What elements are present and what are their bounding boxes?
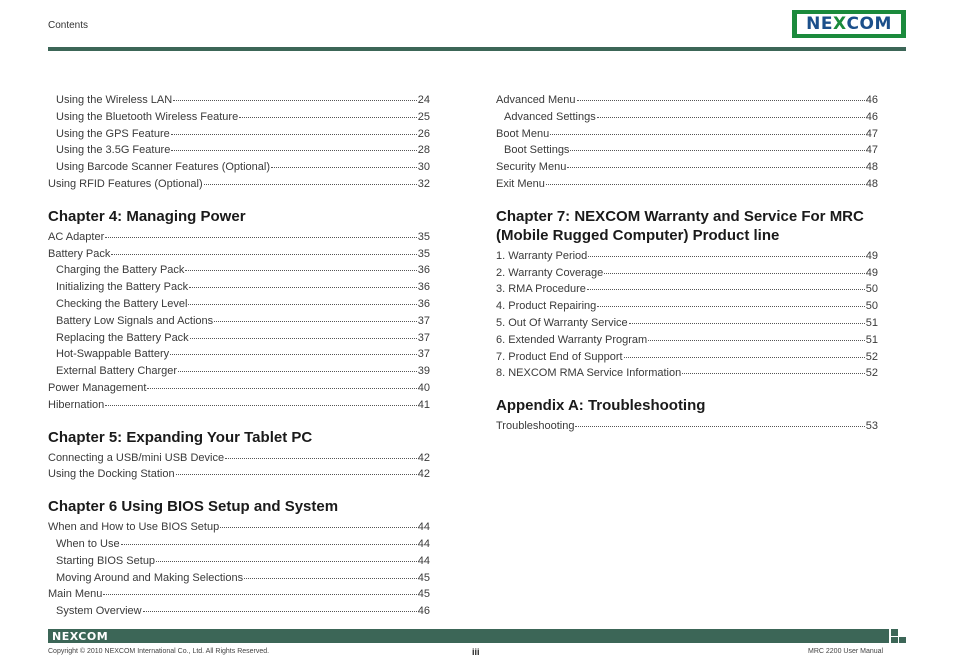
toc-entry-page: 44: [417, 554, 430, 567]
toc-entry-page: 51: [865, 333, 878, 346]
toc-entry-label: 4. Product Repairing: [496, 300, 597, 313]
toc-group: [496, 248, 878, 382]
toc-entry-page: 51: [865, 316, 878, 329]
dot-leader: [597, 107, 865, 118]
toc-entry-page: 26: [417, 127, 430, 140]
toc-entry-page: 35: [417, 247, 430, 260]
toc-entry-label: Battery Pack: [48, 247, 111, 260]
toc-entry[interactable]: [496, 176, 878, 193]
dot-leader: [103, 584, 416, 595]
toc-entry-page: 49: [865, 266, 878, 279]
chapter-heading[interactable]: Appendix A: Troubleshooting: [496, 397, 706, 415]
toc-entry-page: 37: [417, 314, 430, 327]
dot-leader: [587, 279, 865, 290]
footer-logo: NEXCOM: [52, 630, 109, 643]
toc-entry-page: 46: [865, 110, 878, 123]
toc-entry-label: 1. Warranty Period: [496, 249, 588, 262]
toc-entry-page: 47: [865, 127, 878, 140]
toc-entry-page: 46: [417, 605, 430, 618]
page-number: iii: [472, 647, 480, 657]
toc-entry-page: 49: [865, 249, 878, 262]
toc-entry-label: Checking the Battery Level: [56, 297, 188, 310]
toc-entry-page: 50: [865, 283, 878, 296]
toc-entry-label: 2. Warranty Coverage: [496, 266, 604, 279]
dot-leader: [546, 174, 865, 185]
dot-leader: [111, 244, 416, 255]
dot-leader: [214, 311, 417, 322]
toc-entry-label: 3. RMA Procedure: [496, 283, 586, 296]
dot-leader: [597, 296, 864, 307]
chapter-heading[interactable]: Chapter 5: Expanding Your Tablet PC: [48, 428, 313, 446]
toc-entry-page: 25: [417, 110, 430, 123]
toc-entry-page: 46: [865, 94, 878, 106]
toc-entry[interactable]: [48, 466, 430, 483]
dot-leader: [190, 328, 417, 339]
toc-left-column: [48, 92, 430, 620]
toc-right-column: [496, 92, 878, 435]
toc-entry-page: 37: [417, 348, 430, 361]
footer-decoration: [899, 637, 906, 643]
toc-entry-label: Troubleshooting: [496, 420, 575, 433]
toc-entry-page: 36: [417, 281, 430, 294]
section-label: Contents: [48, 20, 89, 31]
dot-leader: [567, 157, 864, 168]
toc-entry-page: 24: [417, 94, 430, 106]
dot-leader: [550, 124, 865, 135]
chapter-heading[interactable]: Chapter 4: Managing Power: [48, 207, 246, 225]
toc-entry-label: AC Adapter: [48, 230, 105, 243]
toc-entry-label: Using the Bluetooth Wireless Feature: [56, 110, 239, 123]
dot-leader: [173, 90, 417, 101]
toc-entry-label: Main Menu: [48, 588, 103, 601]
dot-leader: [588, 246, 864, 257]
toc-group: [48, 229, 430, 414]
dot-leader: [682, 363, 865, 374]
toc-entry-label: Using the Docking Station: [48, 468, 175, 481]
toc-entry-label: External Battery Charger: [56, 365, 178, 378]
chapter-heading[interactable]: Chapter 7: NEXCOM Warranty and Service For MRC (Mobile Rugged Computer) Product line: [496, 207, 864, 244]
toc-entry-page: 30: [417, 161, 430, 174]
toc-entry-label: Security Menu: [496, 161, 567, 174]
dot-leader: [629, 313, 865, 324]
dot-leader: [604, 263, 865, 274]
toc-entry-label: Using the Wireless LAN: [56, 94, 173, 106]
nexcom-logo: [792, 10, 906, 38]
dot-leader: [271, 157, 417, 168]
toc-entry-page: 36: [417, 297, 430, 310]
dot-leader: [570, 140, 864, 151]
toc-entry-page: 41: [417, 398, 430, 411]
toc-entry-label: When to Use: [56, 537, 120, 550]
chapter-heading[interactable]: Chapter 6 Using BIOS Setup and System: [48, 498, 339, 516]
toc-entry[interactable]: [48, 397, 430, 414]
toc-entry-label: Using the 3.5G Feature: [56, 144, 171, 157]
dot-leader: [188, 294, 416, 305]
toc-group: [496, 92, 878, 193]
toc-entry-label: 5. Out Of Warranty Service: [496, 316, 628, 329]
dot-leader: [189, 277, 417, 288]
toc-entry-label: Initializing the Battery Pack: [56, 281, 189, 294]
manual-title: MRC 2200 User Manual: [808, 648, 884, 655]
toc-entry-page: 28: [417, 144, 430, 157]
footer-decoration: [891, 629, 898, 636]
toc-entry-label: Boot Settings: [504, 144, 570, 157]
toc-entry-page: 52: [865, 350, 878, 363]
dot-leader: [105, 395, 416, 406]
dot-leader: [156, 551, 417, 562]
toc-group: [496, 418, 878, 435]
dot-leader: [171, 124, 417, 135]
dot-leader: [105, 227, 416, 238]
footer-bar: [48, 629, 889, 643]
toc-entry-label: When and How to Use BIOS Setup: [48, 521, 220, 534]
toc-entry-label: Starting BIOS Setup: [56, 554, 156, 567]
toc-entry-label: Boot Menu: [496, 127, 550, 140]
toc-entry-page: 35: [417, 230, 430, 243]
toc-entry-page: 53: [865, 420, 878, 433]
toc-entry[interactable]: [48, 176, 430, 193]
dot-leader: [143, 601, 417, 612]
toc-entry-page: 44: [417, 537, 430, 550]
header-divider: [48, 47, 906, 51]
toc-entry-label: Power Management: [48, 381, 147, 394]
dot-leader: [577, 90, 865, 101]
toc-entry-page: 48: [865, 177, 878, 190]
dot-leader: [178, 361, 417, 372]
footer-decoration: [891, 637, 898, 643]
dot-leader: [171, 140, 416, 151]
toc-entry-label: Connecting a USB/mini USB Device: [48, 451, 225, 464]
dot-leader: [121, 534, 417, 545]
dot-leader: [575, 416, 864, 427]
copyright-text: Copyright © 2010 NEXCOM International Co., Ltd. All Rights Reserved.: [48, 648, 270, 655]
toc-entry-page: 52: [865, 367, 878, 380]
toc-entry[interactable]: [496, 418, 878, 435]
dot-leader: [176, 464, 417, 475]
toc-entry-label: 8. NEXCOM RMA Service Information: [496, 367, 682, 380]
toc-entry-label: Using the GPS Feature: [56, 127, 170, 140]
toc-entry-label: Battery Low Signals and Actions: [56, 314, 214, 327]
dot-leader: [170, 344, 417, 355]
dot-leader: [220, 517, 417, 528]
toc-entry-page: 48: [865, 161, 878, 174]
logo-text: NE X COM: [797, 14, 901, 34]
toc-entry-label: Hibernation: [48, 398, 105, 411]
toc-entry-label: Charging the Battery Pack: [56, 264, 185, 277]
toc-entry-label: Using RFID Features (Optional): [48, 177, 203, 190]
toc-group: [48, 92, 430, 193]
toc-entry-label: Hot-Swappable Battery: [56, 348, 170, 361]
toc-entry-label: 6. Extended Warranty Program: [496, 333, 648, 346]
dot-leader: [147, 378, 416, 389]
toc-entry-page: 42: [417, 468, 430, 481]
toc-group: [48, 519, 430, 620]
toc-entry-page: 50: [865, 300, 878, 313]
toc-entry-page: 37: [417, 331, 430, 344]
toc-entry-label: 7. Product End of Support: [496, 350, 623, 363]
toc-entry-page: 32: [417, 177, 430, 190]
dot-leader: [648, 330, 865, 341]
toc-entry[interactable]: [496, 365, 878, 382]
toc-entry-page: 36: [417, 264, 430, 277]
toc-entry-label: Advanced Menu: [496, 94, 576, 106]
dot-leader: [244, 568, 417, 579]
toc-entry-label: System Overview: [56, 605, 142, 618]
toc-entry-page: 47: [865, 144, 878, 157]
dot-leader: [239, 107, 417, 118]
toc-entry-page: 42: [417, 451, 430, 464]
toc-entry-page: 45: [417, 588, 430, 601]
dot-leader: [624, 347, 865, 358]
toc-entry-label: Replacing the Battery Pack: [56, 331, 189, 344]
toc-entry-label: Advanced Settings: [504, 110, 596, 123]
toc-entry-page: 39: [417, 365, 430, 378]
dot-leader: [225, 448, 417, 459]
toc-entry[interactable]: [48, 603, 430, 620]
toc-entry-page: 40: [417, 381, 430, 394]
toc-entry-label: Exit Menu: [496, 177, 545, 190]
toc-entry-page: 44: [417, 521, 430, 534]
toc-entry-label: Moving Around and Making Selections: [56, 571, 244, 584]
toc-group: [48, 450, 430, 484]
toc-entry-page: 45: [417, 571, 430, 584]
dot-leader: [185, 260, 416, 271]
toc-entry-label: Using Barcode Scanner Features (Optional): [56, 161, 270, 174]
dot-leader: [204, 174, 417, 185]
